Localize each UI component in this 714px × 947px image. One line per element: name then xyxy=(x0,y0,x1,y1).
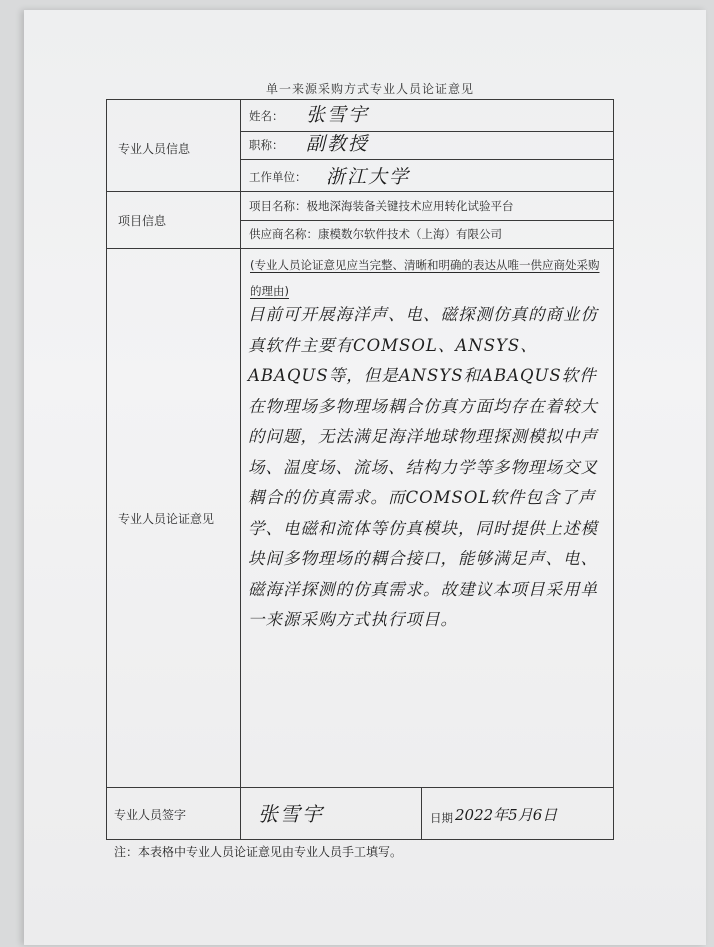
section-signature: 专业人员签字 xyxy=(114,808,187,822)
section-expert-info: 专业人员信息 xyxy=(118,142,191,156)
supplier-name: 供应商名称：康模数尔软件技术（上海）有限公司 xyxy=(249,227,502,241)
title-value: 副教授 xyxy=(306,133,370,155)
footnote: 注：本表格中专业人员论证意见由专业人员手工填写。 xyxy=(114,845,403,859)
opinion-handwritten-text: 目前可开展海洋声、电、磁探测仿真的商业仿真软件主要有COMSOL、ANSYS、ABAQUS等，但是ANSYS和ABAQUS软件在物理场多物理场耦合仿真方面均存在着较大的问题，无法满足海洋地球物理探测模拟中声场、温度场、流场、结构力学等多物理场交叉耦合的仿真需求。而COMSOL软件包含了声学、电磁和流体等仿真模块，同时提供上述模块间多物理场的耦合接口，能够满足声、电、磁海洋探测的仿真需求。故建议本项目采用单一来源采购方式执行项目。 xyxy=(248,305,598,629)
name-label: 姓名： xyxy=(249,109,284,123)
signature-value: 张雪宇 xyxy=(258,802,324,826)
workplace-value: 浙江大学 xyxy=(326,166,411,188)
date-value: 2022年5月6日 xyxy=(455,806,558,824)
date-label: 日期 xyxy=(430,811,453,825)
workplace-label: 工作单位： xyxy=(249,170,307,184)
form-title: 单一来源采购方式专业人员论证意见 xyxy=(265,82,474,96)
project-name: 项目名称：极地深海装备关键技术应用转化试验平台 xyxy=(249,199,514,213)
title-label: 职称： xyxy=(249,138,284,152)
section-project-info: 项目信息 xyxy=(118,214,167,228)
opinion-prompt: (专业人员论证意见应当完整、清晰和明确的表达从唯一供应商处采购的理由) xyxy=(250,258,600,298)
section-opinion: 专业人员论证意见 xyxy=(118,512,215,526)
name-value: 张雪宇 xyxy=(306,104,370,126)
